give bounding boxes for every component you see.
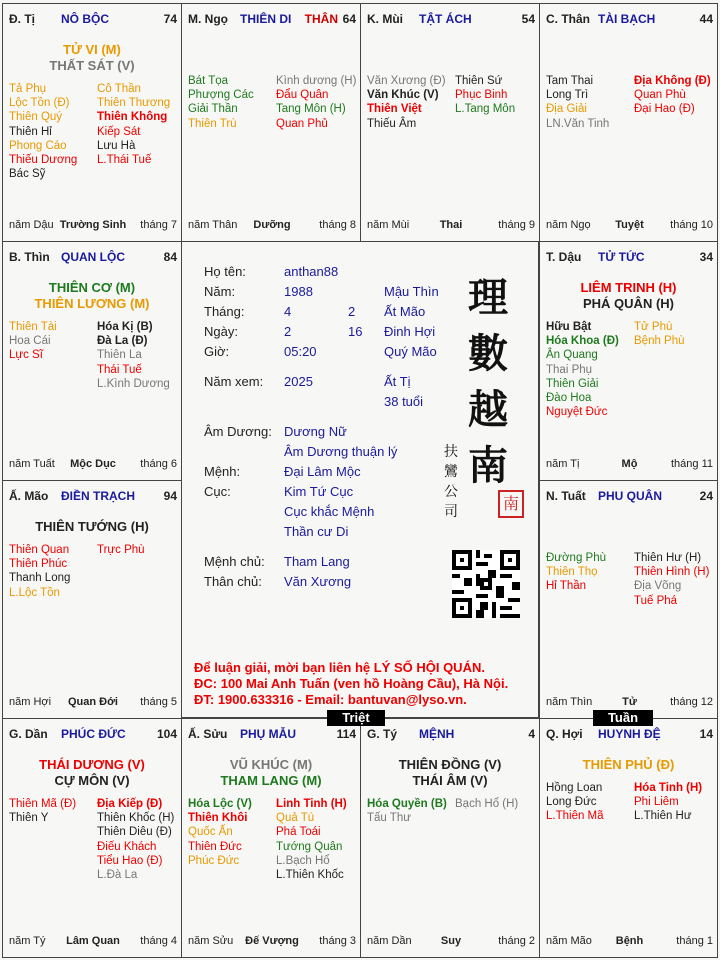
minor-star: Lộc Tồn (Đ) <box>9 97 70 110</box>
tuan-marker: Tuần <box>593 710 653 726</box>
minor-star: Địa Võng <box>634 580 682 593</box>
palace-branch: Đ. Tị <box>9 12 35 26</box>
value-menh: Đại Lâm Mộc <box>284 464 361 479</box>
palace-year: năm Mùi <box>367 219 410 231</box>
main-star: THIÊN LƯƠNG (M) <box>34 296 150 311</box>
minor-star: Phượng Các <box>188 89 254 102</box>
minor-stars-right <box>455 74 515 117</box>
minor-stars-right <box>634 320 685 348</box>
minor-star: Giải Thần <box>188 103 238 116</box>
label-than-chu: Thân chủ: <box>204 574 262 589</box>
minor-star: Quốc Ấn <box>188 826 233 839</box>
minor-star: Thanh Long <box>9 572 71 585</box>
palace-month: tháng 9 <box>498 219 535 231</box>
value-view-year: 2025 <box>284 374 313 389</box>
minor-star: Thiên Thương <box>97 97 171 110</box>
palace-stage: Trường Sinh <box>59 219 127 231</box>
minor-star: Tam Thai <box>546 75 594 87</box>
palace-age: 104 <box>156 727 177 741</box>
value-age: 38 tuổi <box>384 394 424 409</box>
palace-name: TỬ TỨC <box>598 250 645 264</box>
palace-stage: Dưỡng <box>253 219 291 231</box>
palace-suu[interactable] <box>181 718 361 958</box>
minor-star: Thiên Y <box>9 812 49 825</box>
minor-star: Quan Phù <box>634 89 686 102</box>
minor-star: Tang Môn (H) <box>276 103 346 116</box>
minor-stars-left <box>546 74 609 131</box>
minor-star: Hóa Khoa (Đ) <box>546 335 619 348</box>
minor-star: Tấu Thư <box>367 812 411 825</box>
main-star: THIÊN ĐỒNG (V) <box>398 757 502 772</box>
palace-age: 74 <box>163 12 177 26</box>
minor-stars-left <box>546 781 604 824</box>
minor-star: Lưu Hà <box>97 139 136 152</box>
value-day-canchi: Đinh Hợi <box>384 324 436 339</box>
palace-branch: N. Tuất <box>546 489 586 503</box>
minor-star: Cô Thần <box>97 83 141 95</box>
palace-name: NÔ BỘC <box>61 12 109 26</box>
main-star: VŨ KHÚC (M) <box>229 757 313 772</box>
palace-month: tháng 6 <box>140 458 177 470</box>
palace-branch: Ấ. Mão <box>9 489 49 503</box>
minor-star: Tuế Phá <box>634 594 678 607</box>
minor-star: Điếu Khách <box>97 840 157 853</box>
minor-star: Hỉ Thần <box>546 580 587 593</box>
contact-line-1: Để luận giải, mời bạn liên hệ LÝ SỐ HỘI QUÁN. <box>194 660 485 675</box>
value-menh-chu: Tham Lang <box>284 554 350 569</box>
main-star: THIÊN PHỦ (Đ) <box>582 757 675 772</box>
minor-star: Bệnh Phù <box>634 335 685 348</box>
palace-hoi[interactable] <box>539 718 718 958</box>
minor-star: Kình dương (H) <box>276 75 357 87</box>
minor-star: LN.Văn Tinh <box>546 117 610 130</box>
minor-star: Phục Binh <box>455 89 508 102</box>
palace-age: 34 <box>699 250 713 264</box>
minor-stars-right <box>276 74 356 131</box>
minor-stars-right <box>97 82 170 167</box>
palace-name: QUAN LỘC <box>61 250 125 264</box>
palace-branch: C. Thân <box>546 12 590 26</box>
minor-star: Phi Liêm <box>634 796 679 809</box>
minor-stars-left <box>188 74 254 131</box>
palace-branch: K. Mùi <box>367 12 403 26</box>
minor-star: Văn Khúc (V) <box>367 89 439 102</box>
minor-star: Đại Hao (Đ) <box>634 103 695 116</box>
palace-stage: Suy <box>440 935 462 947</box>
minor-star: L.Tang Môn <box>455 103 516 116</box>
minor-star: Linh Tinh (H) <box>276 798 347 810</box>
minor-stars-right <box>97 797 174 882</box>
palace-month: tháng 12 <box>670 696 713 708</box>
value-day-lunar: 16 <box>348 324 363 339</box>
palace-branch: Q. Hợi <box>546 727 583 741</box>
minor-star: Hóa Lộc (V) <box>188 798 252 810</box>
value-month-lunar: 2 <box>348 304 356 319</box>
minor-star: Thiên Thọ <box>546 566 598 579</box>
minor-star: Ân Quang <box>546 349 598 362</box>
palace-branch: G. Tý <box>367 727 398 741</box>
palace-month: tháng 10 <box>670 219 713 231</box>
value-day: 2 <box>284 324 292 339</box>
main-star: TỬ VI (M) <box>63 42 121 57</box>
minor-star: Thiên Sứ <box>455 75 503 87</box>
main-star: CỰ MÔN (V) <box>54 773 130 788</box>
minor-star: Bạch Hổ (H) <box>455 798 519 810</box>
value-cuc-1: Kim Tứ Cục <box>284 484 354 499</box>
palace-ngo[interactable] <box>181 3 361 242</box>
minor-star: Tả Phụ <box>9 83 47 95</box>
palace-stage: Mộc Dục <box>70 458 116 470</box>
main-star: THIÊN CƠ (M) <box>48 280 136 295</box>
minor-star: Thiên Khôi <box>188 812 248 825</box>
minor-star: Thiên Quan <box>9 544 70 556</box>
value-cuc-3: Thần cư Di <box>284 524 349 539</box>
minor-star: Thiên Hỉ <box>9 125 52 138</box>
minor-star: Long Đức <box>546 796 597 809</box>
minor-star: Tướng Quân <box>276 840 343 853</box>
qr-code[interactable] <box>452 550 520 618</box>
label-menh: Mệnh: <box>204 464 241 479</box>
minor-stars-left <box>367 74 446 131</box>
palace-month: tháng 8 <box>319 219 356 231</box>
logo-subtitle: 扶鸞公司 <box>444 444 458 520</box>
minor-star: Hóa Kị (B) <box>97 321 153 333</box>
value-year-canchi: Mậu Thìn <box>384 284 439 299</box>
minor-star: L.Thiên Hư <box>634 810 692 823</box>
palace-stage: Lâm Quan <box>66 935 120 947</box>
minor-star: Hồng Loan <box>546 782 603 794</box>
logo-calligraphy: 理數越南 <box>468 274 508 489</box>
minor-stars-right <box>97 320 170 391</box>
palace-branch: M. Ngọ <box>188 12 228 26</box>
minor-star: Đào Hoa <box>546 392 592 405</box>
main-star: THẤT SÁT (V) <box>49 58 135 73</box>
palace-stage: Đế Vượng <box>245 935 299 947</box>
value-than-chu: Văn Xương <box>284 574 352 589</box>
palace-year: năm Ngọ <box>546 219 591 231</box>
minor-star: Bác Sỹ <box>9 168 46 181</box>
value-month: 4 <box>284 304 292 319</box>
palace-month: tháng 7 <box>140 219 177 231</box>
label-menh-chu: Mệnh chủ: <box>204 554 265 569</box>
palace-than[interactable] <box>539 3 718 242</box>
palace-year: năm Tị <box>546 458 580 470</box>
palace-age: 114 <box>336 727 356 741</box>
minor-star: Thiếu Âm <box>367 117 417 130</box>
minor-star: Thai Phụ <box>546 363 593 376</box>
palace-year: năm Mão <box>546 935 592 947</box>
value-name: anthan88 <box>284 264 339 279</box>
minor-star: Thiên Quý <box>9 111 63 124</box>
label-hour: Giờ: <box>204 344 230 359</box>
label-month: Tháng: <box>204 304 245 319</box>
minor-stars-right <box>634 781 702 824</box>
minor-star: Long Trì <box>546 89 589 102</box>
minor-stars-left <box>546 551 606 594</box>
palace-name: HUYNH ĐỆ <box>598 727 661 741</box>
minor-star: Hóa Quyền (B) <box>367 798 447 810</box>
palace-month: tháng 4 <box>140 935 177 947</box>
palace-month: tháng 5 <box>140 696 177 708</box>
main-star: THIÊN TƯỚNG (H) <box>35 519 149 534</box>
palace-stage: Quan Đới <box>68 696 118 708</box>
palace-thin[interactable] <box>2 241 182 481</box>
palace-year: năm Thân <box>188 219 238 231</box>
minor-star: Hóa Tinh (H) <box>634 782 703 794</box>
minor-stars-right <box>455 797 518 811</box>
minor-star: Địa Giải <box>546 103 587 116</box>
minor-star: Phong Cáo <box>9 139 67 152</box>
palace-name: PHU QUÂN <box>598 489 663 503</box>
minor-star: L.Thiên Mã <box>546 810 604 823</box>
label-am-duong: Âm Dương: <box>204 424 272 439</box>
main-star: THÁI DƯƠNG (V) <box>39 757 145 772</box>
palace-ti[interactable] <box>2 3 182 242</box>
palace-tuat[interactable] <box>539 480 718 719</box>
minor-star: Địa Không (Đ) <box>634 75 711 87</box>
minor-stars-left <box>188 797 252 868</box>
contact-phone-email[interactable]: ĐT: 1900.633316 - Email: bantuvan@lyso.vn. <box>194 692 467 707</box>
minor-star: Lực Sĩ <box>9 349 43 362</box>
label-cuc: Cục: <box>204 484 231 499</box>
palace-ty[interactable] <box>360 718 540 958</box>
value-am-duong-2: Âm Dương thuận lý <box>284 444 398 459</box>
palace-year: năm Dậu <box>9 219 54 231</box>
minor-star: Thiên Mã (Đ) <box>9 798 77 810</box>
main-star: LIÊM TRINH (H) <box>580 280 677 295</box>
minor-star: Thiên Việt <box>367 103 422 116</box>
palace-name: MỆNH <box>419 727 455 741</box>
minor-stars-right <box>276 797 347 882</box>
value-month-canchi: Ất Mão <box>384 304 426 319</box>
value-cuc-2: Cục khắc Mệnh <box>284 504 375 519</box>
minor-stars-left <box>367 797 447 825</box>
main-star: THAM LANG (M) <box>220 773 322 788</box>
main-star: THÁI ÂM (V) <box>412 773 488 788</box>
main-star: PHÁ QUÂN (H) <box>583 296 674 311</box>
minor-star: Đường Phù <box>546 552 606 564</box>
minor-star: Tử Phù <box>634 321 673 333</box>
palace-name: ĐIỀN TRẠCH <box>61 489 135 503</box>
palace-year: năm Sửu <box>188 935 234 947</box>
palace-branch: G. Dần <box>9 727 48 741</box>
label-name: Họ tên: <box>204 264 246 279</box>
minor-star: Trực Phù <box>97 544 145 556</box>
value-year: 1988 <box>284 284 313 299</box>
palace-year: năm Tý <box>9 935 46 947</box>
minor-star: Phá Toái <box>276 826 321 839</box>
palace-mao[interactable] <box>2 480 182 719</box>
minor-star: Thái Tuế <box>97 363 142 376</box>
minor-star: Phúc Đức <box>188 854 240 867</box>
palace-stage: Tuyệt <box>615 219 644 231</box>
palace-name: TÀI BẠCH <box>598 12 656 26</box>
minor-star: Thiên Không <box>97 111 168 124</box>
minor-star: Thiên Hình (H) <box>634 566 710 579</box>
minor-star: Thiên Đức <box>188 840 242 853</box>
minor-star: Thiên Trù <box>188 117 237 130</box>
palace-year: năm Hợi <box>9 696 52 708</box>
palace-age: 44 <box>699 12 713 26</box>
minor-star: Thiên Tài <box>9 321 57 333</box>
minor-star: Đẩu Quân <box>276 89 329 102</box>
palace-branch: T. Dậu <box>546 250 582 264</box>
qr-code-icon <box>452 550 520 618</box>
minor-star: Thiên La <box>97 349 142 362</box>
minor-stars-left <box>9 82 77 181</box>
palace-dan[interactable] <box>2 718 182 958</box>
red-seal: 南 <box>498 490 524 518</box>
minor-star: Thiên Khốc (H) <box>97 812 175 825</box>
palace-age: 24 <box>699 489 713 503</box>
minor-star: Nguyệt Đức <box>546 406 608 419</box>
palace-month: tháng 1 <box>676 935 713 947</box>
label-view-year: Năm xem: <box>204 374 264 389</box>
palace-name: PHỤ MẪU <box>240 727 296 741</box>
palace-mui[interactable] <box>360 3 540 242</box>
palace-month: tháng 2 <box>498 935 535 947</box>
palace-stage: Bệnh <box>615 935 644 947</box>
contact-address: ĐC: 100 Mai Anh Tuấn (ven hồ Hoàng Cầu), Hà Nội. <box>194 676 509 691</box>
palace-stage: Thai <box>439 219 463 231</box>
center-info <box>181 241 539 718</box>
minor-star: Bát Tọa <box>188 75 229 87</box>
minor-star: L.Đà La <box>97 869 138 882</box>
palace-name: PHÚC ĐỨC <box>61 727 126 741</box>
value-hour-canchi: Quý Mão <box>384 344 437 359</box>
minor-star: Hoa Cái <box>9 335 51 348</box>
minor-star: Văn Xương (Đ) <box>367 75 446 87</box>
than-marker: THÂN <box>304 12 338 26</box>
palace-age: 4 <box>528 727 535 741</box>
palace-branch: B. Thìn <box>9 250 50 264</box>
palace-year: năm Dần <box>367 935 412 947</box>
palace-age: 94 <box>163 489 177 503</box>
minor-star: Thiên Diêu (Đ) <box>97 826 172 839</box>
value-view-year-canchi: Ất Tị <box>384 374 411 389</box>
minor-stars-right <box>634 551 709 608</box>
minor-star: L.Lộc Tồn <box>9 586 60 599</box>
minor-star: Quan Phủ <box>276 117 328 130</box>
minor-star: Thiếu Dương <box>9 154 78 167</box>
minor-star: L.Bạch Hổ <box>276 854 330 867</box>
label-year: Năm: <box>204 284 236 299</box>
minor-star: Hữu Bật <box>546 321 592 333</box>
palace-stage: Mộ <box>621 458 638 470</box>
value-hour: 05:20 <box>284 344 317 359</box>
palace-month: tháng 11 <box>670 458 713 470</box>
minor-star: Quả Tú <box>276 812 315 825</box>
minor-stars-left <box>9 797 76 825</box>
minor-star: Đà La (Đ) <box>97 335 148 348</box>
minor-stars-left <box>9 543 70 600</box>
minor-stars-right <box>97 543 145 557</box>
minor-stars-right <box>634 74 711 117</box>
palace-age: 64 <box>342 12 356 26</box>
minor-star: Kiếp Sát <box>97 125 141 138</box>
palace-age: 84 <box>163 250 177 264</box>
minor-star: L.Kình Dương <box>97 377 170 390</box>
palace-age: 14 <box>699 727 713 741</box>
palace-dau[interactable] <box>539 241 718 481</box>
triet-marker: Triệt <box>327 710 385 726</box>
palace-month: tháng 3 <box>319 935 356 947</box>
palace-year: năm Thìn <box>546 696 593 708</box>
minor-stars-left <box>9 320 57 363</box>
palace-name: TẬT ÁCH <box>419 12 472 26</box>
palace-branch: Ấ. Sửu <box>188 727 228 741</box>
minor-star: Thiên Phúc <box>9 558 68 571</box>
minor-star: L.Thiên Khốc <box>276 869 344 882</box>
minor-stars-left <box>546 320 619 419</box>
minor-star: Địa Kiếp (Đ) <box>97 798 163 810</box>
label-day: Ngày: <box>204 324 238 339</box>
minor-star: L.Thái Tuế <box>97 154 152 167</box>
value-am-duong-1: Dương Nữ <box>284 424 347 439</box>
minor-star: Tiểu Hao (Đ) <box>97 854 163 867</box>
palace-age: 54 <box>521 12 535 26</box>
palace-year: năm Tuất <box>9 458 55 470</box>
palace-stage: Tử <box>622 696 637 708</box>
minor-star: Thiên Giải <box>546 377 599 390</box>
palace-name: THIÊN DI <box>240 12 292 26</box>
minor-star: Thiên Hư (H) <box>634 552 702 564</box>
